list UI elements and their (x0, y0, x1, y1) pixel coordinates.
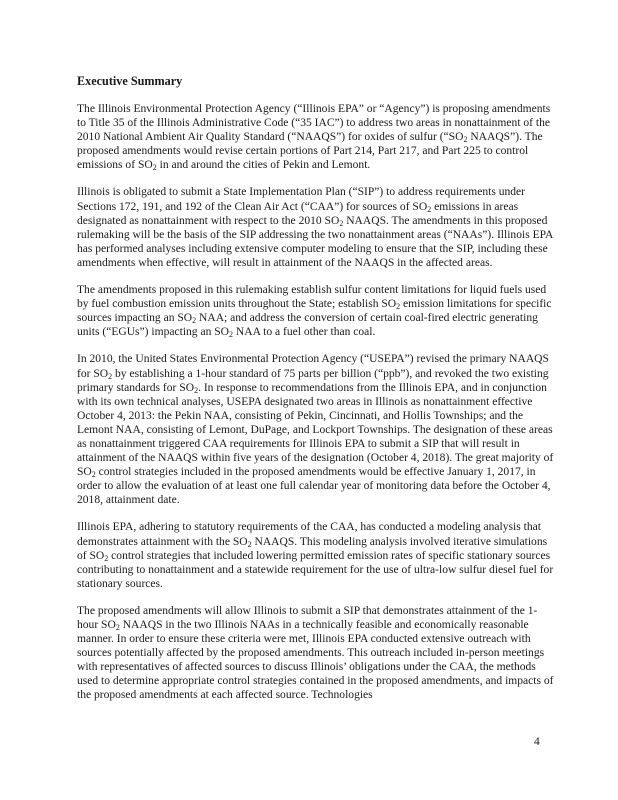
section-heading: Executive Summary (77, 74, 183, 88)
subscript-text: 2 (247, 539, 252, 549)
paragraph-text: emission limitations for specific sources impacting an SO (77, 298, 552, 325)
paragraph-text: NAA to a fuel other than coal. (233, 326, 376, 339)
paragraph-text: NAAQS in the two Illinois NAAs in a technically feasible and economically reasonable manner. In order to ensure these criteria were met, Illinois EPA conducted extensive outreach with sources potentially affected by the proposed amendments. This outreach included in-person meetings with representatives of affected sources to discuss Illinois’ obligations under the CAA, the methods used to determine appropriate control strategies contained in the proposed amendments, and impacts of the proposed amendments at each affected source. Technologies (77, 619, 554, 702)
page-body (77, 74, 557, 716)
subscript-text: 2 (396, 302, 401, 312)
subscript-text: 2 (108, 371, 113, 381)
paragraph-text: control strategies that included lowering permitted emission rates of specific stationary sources contributing to nonattainment and a statewide requirement for the use of ultra-low sulfur diesel fuel for stationary sources. (77, 549, 554, 590)
paragraph-text: emissions in areas designated as nonattainment with respect to the 2010 SO (77, 200, 519, 227)
paragraph-text: The amendments proposed in this rulemaking establish sulfur content limitations for liquid fuels used by fuel combustion emission units throughout the State; establish SO (77, 284, 547, 311)
paragraph-text: NAAQS”). The proposed amendments would revise certain portions of Part 214, Part 217, and Part 225 to control emissions of SO (77, 131, 543, 172)
subscript-text: 2 (91, 470, 96, 480)
paragraph-text: NAAQS. The amendments in this proposed rulemaking will be the basis of the SIP addressing the two nonattainment areas (“NAAs”). Illinois EPA has performed analyses including extensive computer modeling to ensure that the SIP, including these amendments when effective, will result in attainment of the NAAQS in the affected areas. (77, 214, 553, 269)
page-number: 4 (534, 736, 540, 748)
paragraph-text: control strategies included in the proposed amendments would be effective January 1, 2017, in order to allow the evaluation of at least one full calendar year of monitoring data before the October 4, 2018, attainment date. (77, 466, 551, 507)
paragraph-text: in and around the cities of Pekin and Lemont. (156, 159, 371, 172)
paragraph-text: The Illinois Environmental Protection Agency (“Illinois EPA” or “Agency”) is proposing amendments to Title 35 of the Illinois Administrative Code (“35 IAC”) to address two areas in nonattainment of the 2010 National Ambient Air Quality Standard (“NAAQS”) for oxides of sulfur (“SO (77, 103, 551, 144)
paragraph-text: NAAQS. This modeling analysis involved iterative simulations of SO (77, 535, 548, 562)
body-paragraph (77, 352, 557, 507)
paragraph-text: Illinois is obligated to submit a State Implementation Plan (“SIP”) to address requirements under Sections 172, 191, and 192 of the Clean Air Act (“CAA”) for sources of SO (77, 186, 525, 213)
subscript-text: 2 (194, 385, 199, 395)
subscript-text: 2 (463, 135, 468, 145)
subscript-text: 2 (427, 204, 432, 214)
paragraph-text: by establishing a 1-hour standard of 75 parts per billion (“ppb”), and revoked the two existing primary standards for SO (77, 367, 549, 394)
subscript-text: 2 (192, 316, 197, 326)
body-paragraph (77, 102, 557, 172)
paragraph-text: In 2010, the United States Environmental Protection Agency (“USEPA”) revised the primary NAAQS for SO (77, 353, 549, 380)
subscript-text: 2 (152, 163, 157, 173)
subscript-text: 2 (115, 623, 120, 632)
subscript-text: 2 (339, 218, 344, 228)
subscript-text: 2 (104, 553, 109, 563)
paragraph-text: Illinois EPA, adhering to statutory requirements of the CAA, has conducted a modeling analysis that demonstrates attainment with the SO (77, 521, 541, 548)
body-paragraph (77, 520, 557, 590)
paragraph-text: The proposed amendments will allow Illinois to submit a SIP that demonstrates attainment of the 1-hour SO (77, 604, 538, 631)
body-paragraph (77, 185, 557, 270)
body-paragraph (77, 604, 557, 703)
paragraph-list (77, 102, 557, 703)
paragraph-text: NAA; and address the conversion of certain coal-fired electric generating units (“EGUs”) impacting an SO (77, 312, 538, 339)
subscript-text: 2 (229, 330, 234, 340)
paragraph-text: . In response to recommendations from the Illinois EPA, and in conjunction with its own technical analyses, USEPA designated two areas in Illinois as nonattainment effective October 4, 2013: the Pekin NAA, consisting of Pekin, Cincinnati, and Hollis Townships; and the Lemont NAA, consisting of Lemont, DuPage, and Lockport Townships. The designation of these areas as nonattainment triggered CAA requirements for Illinois EPA to submit a SIP that will result in attainment of the NAAQS within five years of the designation (October 4, 2018). The great majority of SO (77, 381, 554, 479)
body-paragraph (77, 283, 557, 339)
